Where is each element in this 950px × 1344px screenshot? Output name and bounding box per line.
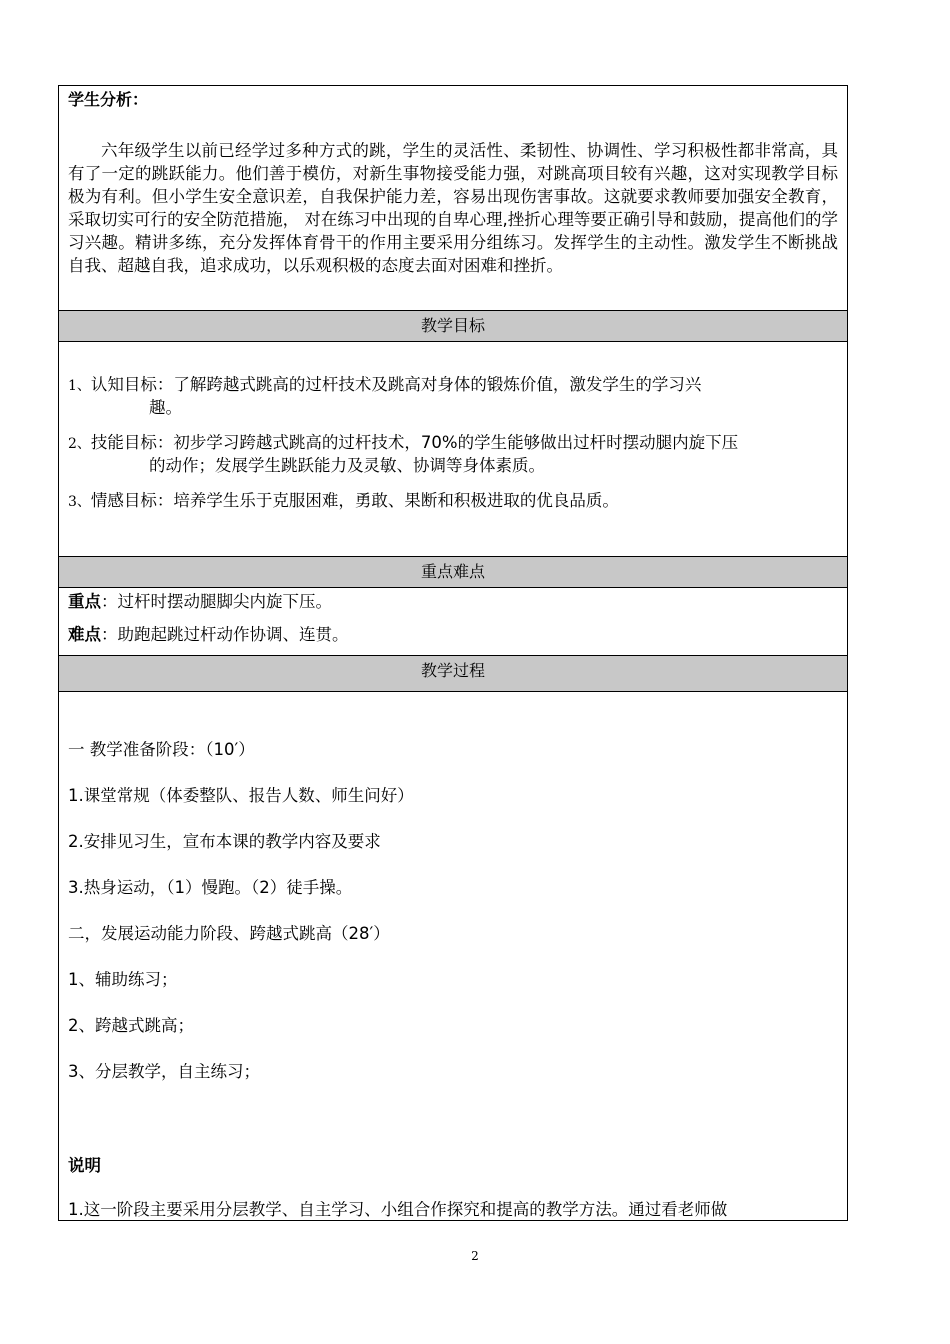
- process-line: 3.热身运动，（1）慢跑。（2）徒手操。: [68, 878, 353, 897]
- student-analysis-section: [59, 88, 847, 311]
- key-points-section: [59, 590, 847, 656]
- objective-text: 情感目标：培养学生乐于克服困难，勇敢、果断和积极进取的优良品质。: [90, 491, 619, 510]
- process-line: 2.安排见习生，宣布本课的教学内容及要求: [68, 832, 381, 851]
- objectives-section: [59, 342, 847, 557]
- process-section: [59, 692, 847, 1220]
- objective-item: [68, 432, 838, 477]
- note-title: 说明: [68, 1156, 101, 1175]
- objective-text-continued: 的动作；发展学生跳跃能力及灵敏、协调等身体素质。: [149, 456, 545, 475]
- note-line: 1.这一阶段主要采用分层教学、自主学习、小组合作探究和提高的教学方法。通过看老师做: [68, 1200, 728, 1219]
- page-number: 2: [471, 1249, 479, 1263]
- difficulty-text: ：助跑起跳过杆动作协调、连贯。: [101, 625, 349, 644]
- objective-number: 2、: [68, 436, 91, 452]
- objective-number: 1、: [68, 378, 91, 394]
- objective-number: 3、: [68, 494, 91, 510]
- objective-text: 技能目标：初步学习跨越式跳高的过杆技术，70%的学生能够做出过杆时摆动腿内旋下压: [90, 433, 739, 452]
- difficulty-label: 难点: [68, 625, 101, 644]
- process-line: 二，发展运动能力阶段、跨越式跳高（28′）: [68, 924, 390, 943]
- difficulty-line: [68, 623, 838, 647]
- student-analysis-title: 学生分析：: [68, 90, 149, 109]
- objective-item: [68, 374, 838, 419]
- process-line: 1、辅助练习；: [68, 970, 178, 989]
- process-line: 3、分层教学，自主练习；: [68, 1062, 260, 1081]
- student-analysis-paragraph: 六年级学生以前已经学过多种方式的跳，学生的灵活性、柔韧性、协调性、学习积极性都非常高，具有了一定的跳跃能力。他们善于模仿，对新生事物接受能力强，对跳高项目较有兴趣，这对实现教学目标极为有利。但小学生安全意识差，自我保护能力差，容易出现伤害事故。这就要求教师要加强安全教育，采取切实可行的安全防范措施， 对在练习中出现的自卑心理,挫折心理等要正确引导和鼓励，提高他们的学习兴趣。精讲多练，充分发挥体育骨干的作用主要采用分组练习。发挥学生的主动性。激发学生不断挑战自我、超越自我，追求成功，以乐观积极的态度去面对困难和挫折。: [68, 141, 838, 275]
- key-point-line: [68, 590, 838, 614]
- process-line: 2、跨越式跳高；: [68, 1016, 194, 1035]
- key-label: 重点: [68, 592, 101, 611]
- objectives-header: 教学目标: [59, 311, 847, 342]
- objective-item: [68, 490, 838, 513]
- process-header: 教学过程: [59, 656, 847, 692]
- process-line: 一 教学准备阶段：（10′）: [68, 740, 255, 759]
- lesson-plan-table: [58, 85, 848, 1221]
- key-text: ：过杆时摆动腿脚尖内旋下压。: [101, 592, 332, 611]
- objective-text: 认知目标：了解跨越式跳高的过杆技术及跳高对身体的锻炼价值，激发学生的学习兴: [90, 375, 702, 394]
- process-line: 1.课堂常规（体委整队、报告人数、师生问好）: [68, 786, 414, 805]
- objective-text-continued: 趣。: [149, 398, 182, 417]
- key-points-header: 重点难点: [59, 557, 847, 588]
